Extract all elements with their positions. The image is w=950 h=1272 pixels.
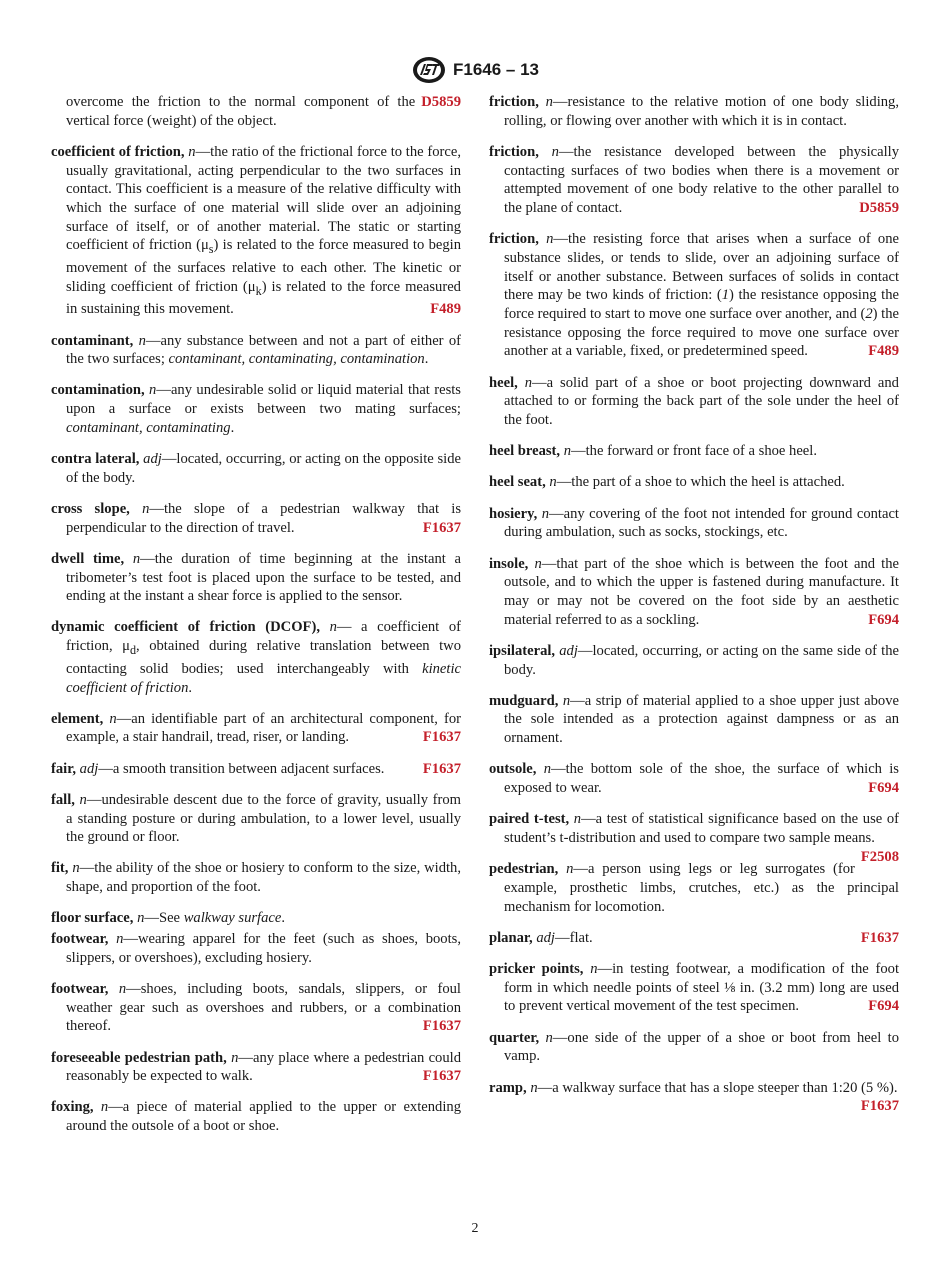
reference-code: D5859	[421, 94, 461, 110]
definition-entry: dwell time, n—the duration of time beginning at the instant a tribometer’s test foot is placed upon the surface to be tested, and ending at the instant a shear force is applied to the sensor.	[51, 550, 461, 605]
definition-entry: fall, n—undesirable descent due to the force of gravity, usually from a standing posture or during ambulation, to a lower level, usually the ground or floor.	[51, 791, 461, 846]
term: friction,	[489, 231, 539, 248]
term: hosiery,	[489, 505, 538, 522]
definition-entry: planar, adj—flat. F1637	[489, 929, 899, 946]
term: dynamic coefficient of friction (DCOF),	[51, 619, 320, 636]
reference-code: F2508	[860, 848, 899, 865]
term: contaminant,	[51, 332, 134, 349]
definition-entry: foreseeable pedestrian path, n—any place where a pedestrian could reasonably be expected to walk. F1637	[51, 1049, 462, 1085]
term: quarter,	[489, 1029, 540, 1046]
reference-code: F1637	[422, 1018, 461, 1035]
left-column	[51, 93, 461, 1148]
term: footwear,	[51, 980, 109, 997]
definition-entry: footwear, n—shoes, including boots, sandals, slippers, or foul weather gear such as overshoes and rubbers, or a combination thereof. F1637	[51, 980, 461, 1035]
reference-code: F1637	[860, 929, 899, 946]
term: ipsilateral,	[489, 642, 556, 659]
definition-entry: contra lateral, adj—located, occurring, or acting on the opposite side of the body.	[51, 451, 462, 486]
definition-entry: ramp, n—a walkway surface that has a slope steeper than 1:20 (5 %). F1637	[489, 1079, 899, 1115]
term: heel,	[489, 374, 518, 391]
definition-entry: pedestrian, n—a person using legs or leg surrogates (for example, prosthetic limbs, crutches, etc.) as the principal mechanism for locomotion.	[489, 861, 899, 915]
term: fit,	[51, 860, 69, 877]
definition-entry: fair, adj—a smooth transition between adjacent surfaces. F1637	[51, 760, 461, 777]
term: floor surface,	[51, 910, 134, 927]
term: coefficient of friction,	[51, 143, 185, 160]
definition-entry: fit, n—the ability of the shoe or hosiery to conform to the size, width, shape, and proportion of the foot.	[51, 860, 461, 896]
term: planar,	[489, 929, 533, 946]
definition-entry: cross slope, n—the slope of a pedestrian walkway that is perpendicular to the direction of travel. F1637	[51, 500, 461, 536]
definition-entry: contamination, n—any undesirable solid or liquid material that rests upon a surface or exists between two mating surfaces; contaminant, contaminating.	[51, 382, 461, 436]
definition-entry: hosiery, n—any covering of the foot not intended for ground contact during ambulation, such as socks, stockings, etc.	[489, 505, 899, 541]
reference-code: F694	[868, 780, 899, 797]
reference-code: F1637	[860, 1098, 899, 1115]
term: paired t-test,	[489, 811, 570, 828]
definition-entry: ipsilateral, adj—located, occurring, or acting on the same side of the body.	[489, 642, 899, 678]
definition-entry: outsole, n—the bottom sole of the shoe, the surface of which is exposed to wear. F694	[489, 761, 899, 797]
reference-code: F1637	[422, 519, 461, 536]
term: friction,	[489, 94, 539, 110]
term: contra lateral,	[51, 451, 140, 468]
definition-entry: friction, n—resistance to the relative motion of one body sliding, rolling, or flowing over another with which it is in contact.	[489, 94, 899, 129]
term: pedestrian,	[489, 861, 559, 878]
term: pricker points,	[489, 961, 584, 978]
definition-entry: heel breast, n—the forward or front face of a shoe heel.	[489, 443, 817, 460]
definition-entry: pricker points, n—in testing footwear, a modification of the foot form in which needle points of steel ⅛ in. (3.2 mm) long are used to prevent vertical movement of the test specimen. F694	[489, 961, 899, 1015]
definition-entry: floor surface, n—See walkway surface.	[51, 910, 286, 927]
definition-entry: element, n—an identifiable part of an architectural component, for example, a stair handrail, tread, riser, or landing. F1637	[51, 710, 461, 746]
reference-code: F489	[430, 301, 461, 318]
definition-entry: friction, n—the resistance developed between the physically contacting surfaces of two bodies when there is a movement or attempted movement of one body relative to the other parallel to the plane of contact. D5859	[489, 143, 899, 217]
reference-code: F694	[868, 998, 899, 1015]
definition-entry: D5859 overcome the friction to the normal component of the vertical force (weight) of the object.	[66, 94, 461, 129]
term: element,	[51, 710, 104, 727]
reference-code: F1637	[422, 760, 461, 777]
definition-entry: heel, n—a solid part of a shoe or boot projecting downward and attached to or forming the back part of the sole under the heel of the foot.	[489, 374, 899, 429]
term: heel seat,	[489, 474, 546, 491]
reference-code: F1637	[422, 1068, 461, 1085]
term: dwell time,	[51, 550, 125, 567]
term: heel breast,	[489, 443, 561, 460]
reference-code: F489	[868, 343, 899, 360]
term: fair,	[51, 760, 76, 777]
definition-entry: mudguard, n—a strip of material applied to a shoe upper just above the sole intended as a protection against dampness or as an ornament.	[489, 692, 899, 747]
document-id: F1646 – 13	[452, 60, 539, 79]
term: cross slope,	[51, 500, 130, 517]
term: insole,	[489, 555, 529, 572]
definition-entry: contaminant, n—any substance between and not a part of either of the two surfaces; contaminant, contaminating, contamination.	[51, 332, 461, 368]
page-header	[0, 55, 950, 85]
definition-entry: insole, n—that part of the shoe which is between the foot and the outsole, and to which the upper is fastened during manufacture. It may or may not be covered on the foot side by an aesthetic material referred to as a sockling. F694	[489, 555, 899, 628]
definition-entry: footwear, n—wearing apparel for the feet (such as shoes, boots, slippers, or overshoes), excluding hosiery.	[51, 931, 461, 966]
definition-entry: quarter, n—one side of the upper of a shoe or boot from heel to vamp.	[489, 1029, 899, 1065]
term: ramp,	[489, 1079, 527, 1096]
term: fall,	[51, 791, 75, 808]
term: outsole,	[489, 761, 537, 778]
definition-entry: dynamic coefficient of friction (DCOF), n— a coefficient of friction, $\mu_d$, obtained during relative translation between two contacting solid bodies; used interchangeably with kinetic coefficient of friction.	[51, 619, 461, 696]
term: foxing,	[51, 1099, 94, 1116]
reference-code: D5859	[859, 200, 899, 217]
definition-entry: coefficient of friction, n—the ratio of the frictional force to the force, usually gravitational, acting perpendicular to the two surfaces in contact. This coefficient is a measure of the relative difficulty with which the surface of one material will slide over an adjoining surface of itself, or of another material. The static or starting coefficient of friction $(\mu_s)$ is related to the force measured to begin movement of the surfaces relative to each other. The kinetic or sliding coefficient of friction $(\mu_k)$ is related to the force measured in sustaining this movement. F489	[51, 143, 461, 318]
term: foreseeable pedestrian path,	[51, 1049, 227, 1066]
page-number: 2	[471, 1221, 479, 1236]
reference-code: F1637	[422, 729, 461, 746]
term: mudguard,	[489, 692, 559, 709]
definition-entry: friction, n—the resisting force that arises when a surface of one substance slides, or tends to slide, over an adjoining surface of itself or another substance. Between surfaces of solids in contact there may be two kinds of friction: (1) the resistance opposing the force required to start to move one surface over another, and (2) the resistance opposing the force required to move one surface over another at a variable, fixed, or predetermined speed. F489	[489, 231, 899, 360]
astm-logo	[411, 56, 447, 84]
reference-code: F694	[868, 611, 899, 628]
right-column	[489, 93, 899, 1116]
term: footwear,	[51, 931, 109, 948]
definition-entry: foxing, n—a piece of material applied to the upper or extending around the outsole of a boot or shoe.	[51, 1099, 461, 1135]
definition-entry: heel seat, n—the part of a shoe to which the heel is attached.	[489, 474, 845, 491]
definition-entry: paired t-test, n—a test of statistical significance based on the use of student’s t-distribution and used to compare two sample means. F2508	[489, 811, 899, 865]
term: contamination,	[51, 382, 145, 399]
term: friction,	[489, 143, 539, 160]
